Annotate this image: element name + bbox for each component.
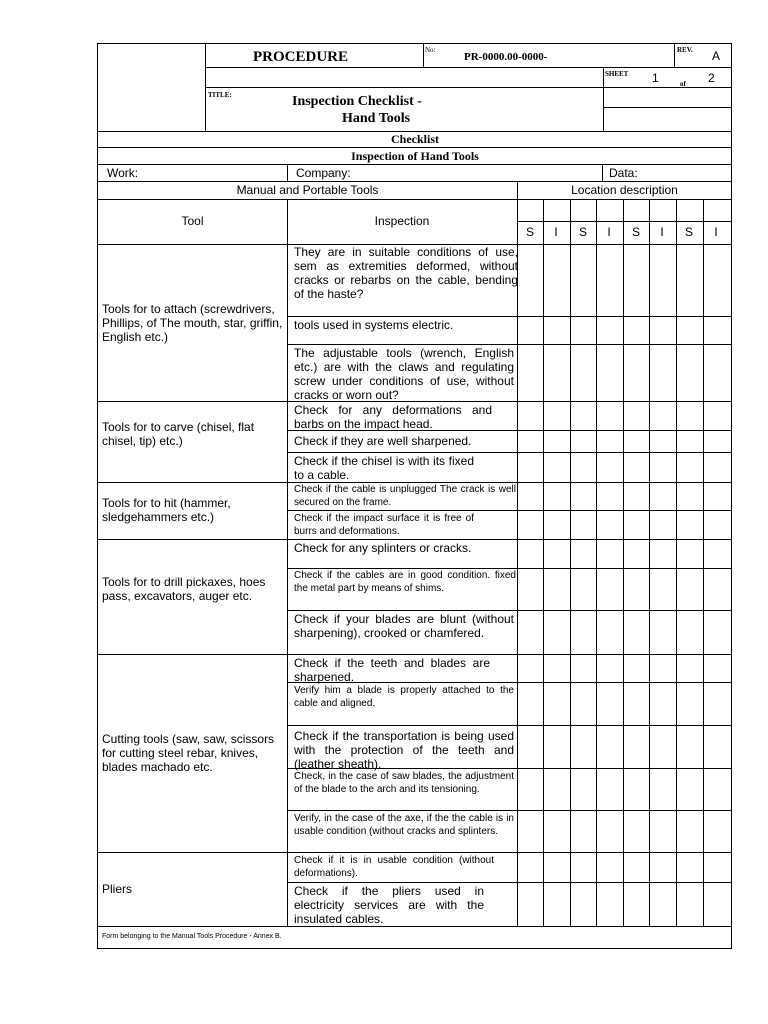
inspection-item: The adjustable tools (wrench, English etc.) are with the claws and regulating screw under conditions of use, without cracks or worn out? — [294, 346, 514, 402]
inspection-column-header: Inspection — [374, 214, 430, 228]
si-header-s: S — [525, 225, 534, 239]
inspection-item: tools used in systems electric. — [294, 318, 454, 332]
tool-name: Tools for to drill pickaxes, hoes pass, excavators, auger etc. — [102, 575, 266, 603]
si-header-s: S — [578, 225, 587, 239]
location-header: Location description — [571, 183, 678, 197]
checklist-title: Checklist — [391, 132, 439, 146]
tool-name: Tools for to hit (hammer, sledgehammers etc.) — [102, 496, 231, 524]
inspection-item: Check if the chisel is with its fixed to a cable. — [294, 454, 474, 482]
inspection-item: Check if the cable is unplugged The crack is well secured on the frame. — [294, 484, 516, 508]
inspection-item: Check if they are well sharpened. — [294, 434, 472, 448]
revision-label: REV. — [677, 46, 693, 54]
sheet-of-label: of — [680, 80, 686, 88]
sheet-current: 1 — [652, 71, 659, 85]
form-page — [97, 43, 732, 949]
inspection-item: Check if the cables are in good condition. fixed the metal part by means of shims. — [294, 570, 516, 594]
title-label: TITLE: — [208, 91, 232, 99]
form-footer-note: Form belonging to the Manual Tools Procedure - Annex B. — [102, 933, 282, 940]
number-label: No: — [425, 46, 436, 54]
manual-tools-header: Manual and Portable Tools — [236, 183, 379, 197]
procedure-label: PROCEDURE — [253, 49, 349, 65]
inspection-item: Check for any deformations and barbs on the impact head. — [294, 403, 492, 431]
tool-name: Cutting tools (saw, saw, scissors for cutting steel rebar, knives, blades machado etc. — [102, 732, 275, 774]
title-line-2: Hand Tools — [342, 111, 411, 126]
tool-name: Tools for to carve (chisel, flat chisel, tip) etc.) — [102, 420, 255, 448]
sheet-total: 2 — [708, 71, 715, 85]
title-line-1: Inspection Checklist - — [292, 94, 422, 109]
tool-name: Tools for to attach (screwdrivers, Phillips, of The mouth, star, griffin, English etc.) — [102, 302, 283, 344]
inspection-item: Verify him a blade is properly attached to the cable and aligned. — [294, 685, 514, 709]
inspection-item: They are in suitable conditions of use, sem as extremities deformed, without cracks or rebarbs on the cable, bending of the haste? — [294, 245, 518, 301]
si-header-s: S — [684, 225, 693, 239]
inspection-item: Check if the teeth and blades are sharpened. — [294, 656, 490, 684]
inspection-item: Verify, in the case of the axe, if the the cable is in usable condition (without cracks and splinters. — [294, 813, 514, 837]
si-header-i: I — [554, 225, 558, 239]
si-header-i: I — [660, 225, 664, 239]
tool-column-header: Tool — [181, 214, 204, 228]
si-header-i: I — [607, 225, 611, 239]
si-header-s: S — [631, 225, 640, 239]
si-header-i: I — [714, 225, 718, 239]
inspection-item: Check if the impact surface it is free of burrs and deformations. — [294, 513, 474, 537]
sheet-label: SHEET — [605, 70, 629, 78]
work-field[interactable]: Work: — [107, 166, 139, 180]
data-field[interactable]: Data: — [609, 166, 638, 180]
inspection-item: Check if it is in usable condition (without deformations). — [294, 855, 494, 879]
inspection-item: Check if the transportation is being used with the protection of the teeth and (leather sheath). — [294, 729, 514, 771]
inspection-item: Check, in the case of saw blades, the adjustment of the blade to the arch and its tensioning. — [294, 771, 514, 795]
inspection-item: Check for any splinters or cracks. — [294, 541, 472, 555]
checklist-subtitle: Inspection of Hand Tools — [351, 149, 479, 163]
inspection-item: Check if your blades are blunt (without sharpening), crooked or chamfered. — [294, 612, 514, 640]
inspection-item: Check if the pliers used in electricity services are with the insulated cables. — [294, 884, 484, 926]
tool-name: Pliers — [102, 882, 133, 896]
document-number: PR-0000.00-0000- — [464, 51, 548, 63]
revision-value: A — [712, 49, 721, 63]
company-field[interactable]: Company: — [296, 166, 351, 180]
